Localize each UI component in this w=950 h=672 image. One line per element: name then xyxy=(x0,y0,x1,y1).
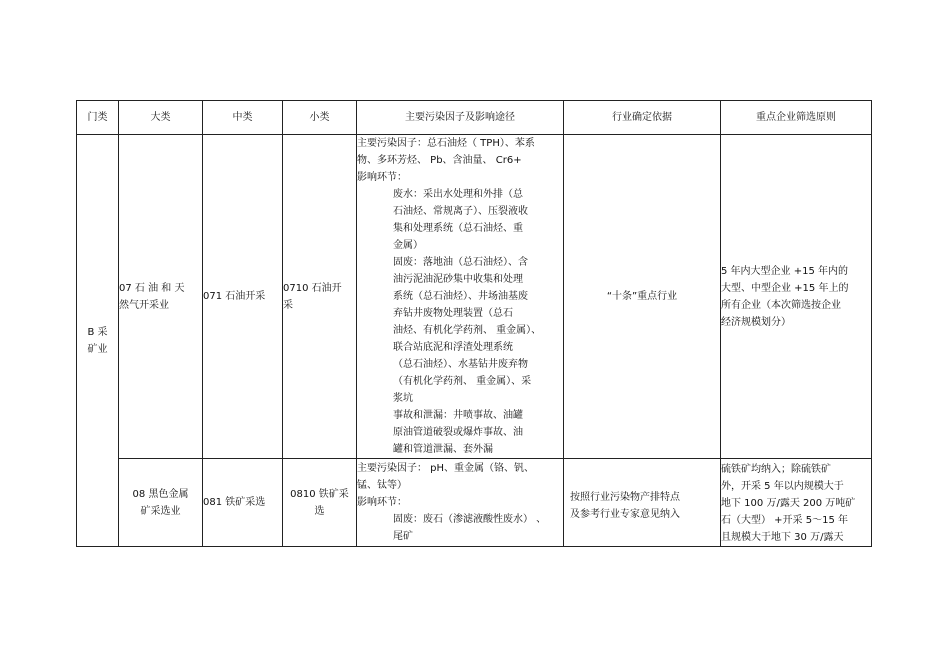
dalei-line: 08 黑色金属 xyxy=(132,488,189,500)
text-line: 石（大型） +开采 5～15 年 xyxy=(721,515,849,526)
factor-lines xyxy=(357,135,563,186)
table-row xyxy=(77,459,872,547)
text-line: 主要污染因子： pH、重金属（铬、钒、 xyxy=(357,463,535,474)
text-line: 尾矿 xyxy=(393,531,413,542)
text-line: 影响环节： xyxy=(357,172,407,183)
text-line: 锰、钛等） xyxy=(357,480,407,491)
xiaolei-line: 0710 石油开 xyxy=(283,282,342,294)
basis-cell xyxy=(564,135,721,459)
dalei-line: 然气开采业 xyxy=(119,299,169,311)
impact-lines xyxy=(357,511,563,545)
text-line: 系统（总石油烃）、井场油基废 xyxy=(393,291,528,302)
text-line: 浆坑 xyxy=(393,393,413,404)
pollutants-cell xyxy=(357,135,564,459)
text-line: 弃钻井废物处理装置（总石 xyxy=(393,308,513,319)
header-pollutants: 主要污染因子及影响途径 xyxy=(357,101,564,135)
xiaolei-cell xyxy=(283,135,357,459)
text-line: 原油管道破裂或爆炸事故、油 xyxy=(393,427,523,438)
text-line: 固废：落地油（总石油烃）、含 xyxy=(393,257,528,268)
text-line: （总石油烃）、水基钻井废弃物 xyxy=(393,359,528,370)
header-basis: 行业确定依据 xyxy=(564,101,721,135)
principle-cell xyxy=(721,135,872,459)
text-line: 集和处理系统（总石油烃、重 xyxy=(393,223,523,234)
header-row xyxy=(77,101,872,135)
text-line: 影响环节： xyxy=(357,497,407,508)
xiaolei-line: 0810 铁矿采 xyxy=(290,488,349,500)
table-row xyxy=(77,135,872,459)
text-line: “十条”重点行业 xyxy=(606,291,678,302)
dalei-cell xyxy=(119,135,203,459)
xiaolei-line: 选 xyxy=(314,505,325,517)
header-principle: 重点企业筛选原则 xyxy=(721,101,872,135)
basis-cell xyxy=(564,459,721,547)
header-xiaolei: 小类 xyxy=(283,101,357,135)
xiaolei-cell xyxy=(283,459,357,547)
text-line: 联合站底泥和浮渣处理系统 xyxy=(393,342,513,353)
dalei-line: 07 石 油 和 天 xyxy=(119,282,185,294)
text-line: 及参考行业专家意见纳入 xyxy=(570,509,680,520)
text-line: 经济规模划分） xyxy=(721,316,791,328)
text-line: 金属） xyxy=(393,240,423,251)
dalei-cell xyxy=(119,459,203,547)
zhonglei-cell: 081 铁矿采选 xyxy=(203,459,283,547)
header-zhonglei: 中类 xyxy=(203,101,283,135)
text-line: 外，开采 5 年以内规模大于 xyxy=(721,481,844,492)
menlei-cell xyxy=(77,135,119,547)
zhonglei-cell: 071 石油开采 xyxy=(203,135,283,459)
text-line: 罐和管道泄漏、套外漏 xyxy=(393,444,493,455)
text-line: 硫铁矿均纳入；除硫铁矿 xyxy=(721,464,831,475)
text-line: 大型、中型企业 +15 年上的 xyxy=(721,282,849,294)
factor-lines xyxy=(357,460,563,511)
text-line: 物、多环芳烃、 Pb、含油量、 Cr6+ xyxy=(357,155,522,166)
xiaolei-line: 采 xyxy=(283,299,293,311)
text-line: 地下 100 万/露天 200 万吨矿 xyxy=(721,498,856,509)
text-line: 油污泥油泥砂集中收集和处理 xyxy=(393,274,523,285)
text-line: （有机化学药剂、 重金属）、采 xyxy=(393,376,532,387)
text-line: 所有企业（本次筛选按企业 xyxy=(721,299,841,311)
dalei-line: 矿采选业 xyxy=(140,505,181,517)
text-line: 主要污染因子：总石油烃（ TPH）、苯系 xyxy=(357,138,535,149)
menlei-line: 矿业 xyxy=(87,343,108,355)
menlei-line: B 采 xyxy=(87,326,108,338)
text-line: 油烃、有机化学药剂、 重金属）、 xyxy=(393,325,542,336)
text-line: 事故和泄漏：井喷事故、油罐 xyxy=(393,410,523,421)
text-line: 石油烃、常规离子）、压裂液收 xyxy=(393,206,528,217)
text-line: 按照行业污染物产排特点 xyxy=(570,492,680,503)
text-line: 且规模大于地下 30 万/露天 xyxy=(721,532,844,543)
header-menlei: 门类 xyxy=(77,101,119,135)
header-dalei: 大类 xyxy=(119,101,203,135)
industry-table xyxy=(76,100,872,547)
text-line: 固废：废石（渗滤液酸性废水） 、 xyxy=(393,514,547,525)
pollutants-cell xyxy=(357,459,564,547)
text-line: 5 年内大型企业 +15 年内的 xyxy=(721,265,849,277)
impact-lines xyxy=(357,186,563,458)
principle-cell xyxy=(721,459,872,547)
text-line: 废水：采出水处理和外排（总 xyxy=(393,189,523,200)
